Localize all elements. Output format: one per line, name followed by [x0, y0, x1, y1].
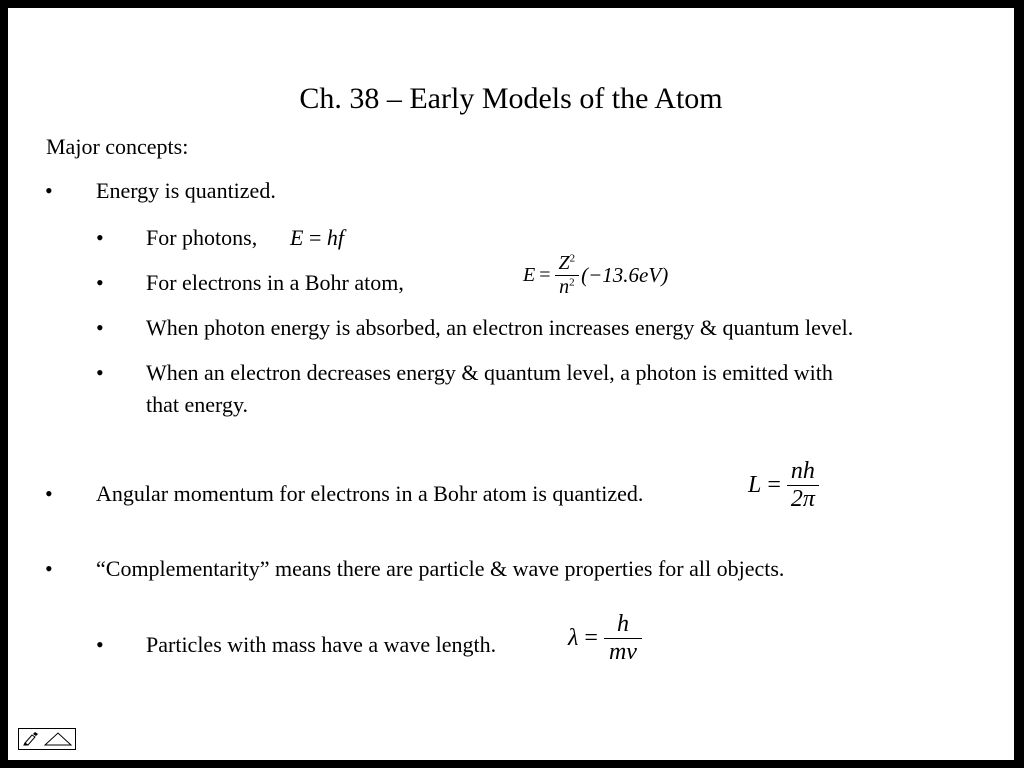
h-over-mv [604, 611, 642, 666]
slide [8, 8, 1014, 760]
slide-nav-bar [18, 728, 76, 750]
slide-title: Ch. 38 – Early Models of the Atom [299, 82, 723, 115]
de-broglie-equation [568, 611, 642, 666]
photons-text: For photons, [146, 225, 258, 250]
bullet-marker: • [45, 556, 53, 581]
photon-energy-equation [290, 225, 344, 251]
bullet-marker: • [96, 315, 104, 340]
eq-denominator: mv [608, 639, 637, 665]
emission-text-line1: When an electron decreases energy & quantum level, a photon is emitted with [146, 360, 833, 385]
bullet-marker: • [96, 225, 104, 250]
eq-denominator: 2π [790, 486, 815, 512]
n-exponent: 2 [569, 276, 575, 289]
angular-momentum-equation [748, 458, 819, 513]
nh-over-2pi [787, 458, 819, 513]
eq-equals: = [584, 625, 598, 651]
bullet-marker: • [96, 270, 104, 295]
eq-lhs: λ [568, 625, 579, 651]
bullet-marker: • [45, 178, 53, 203]
bohr-energy-equation [523, 252, 668, 299]
electrons-text: For electrons in a Bohr atom, [146, 270, 404, 295]
eq-equals: = [308, 225, 322, 250]
pencil-icon[interactable] [23, 732, 39, 746]
angular-momentum-text: Angular momentum for electrons in a Bohr atom is quantized. [96, 481, 644, 506]
emission-text-line2: that energy. [146, 392, 249, 417]
triangle-icon[interactable] [43, 731, 73, 747]
bullet-marker: • [96, 632, 104, 657]
z-symbol: Z [558, 252, 570, 274]
eq-equals: = [767, 472, 781, 498]
bullet-marker: • [96, 360, 104, 385]
eq-rhs: hf [326, 225, 344, 250]
energy-quantized-text: Energy is quantized. [96, 178, 276, 203]
eq-numerator: h [616, 611, 629, 637]
eq-lhs: L [748, 472, 762, 498]
eq-lhs: E [290, 225, 304, 250]
rydberg-energy: (−13.6eV) [581, 263, 669, 287]
eq-equals: = [539, 264, 551, 286]
n-symbol: n [559, 276, 570, 298]
eq-numerator: nh [790, 458, 815, 484]
z-squared-over-n-squared [555, 252, 580, 299]
complementarity-text: “Complementarity” means there are particle & wave properties for all objects. [96, 556, 785, 581]
bullet-marker: • [45, 481, 53, 506]
absorption-text: When photon energy is absorbed, an electron increases energy & quantum level. [146, 315, 854, 340]
intro-text: Major concepts: [46, 134, 189, 159]
z-exponent: 2 [569, 252, 576, 265]
particles-text: Particles with mass have a wave length. [146, 632, 497, 657]
eq-lhs: E [523, 264, 536, 286]
